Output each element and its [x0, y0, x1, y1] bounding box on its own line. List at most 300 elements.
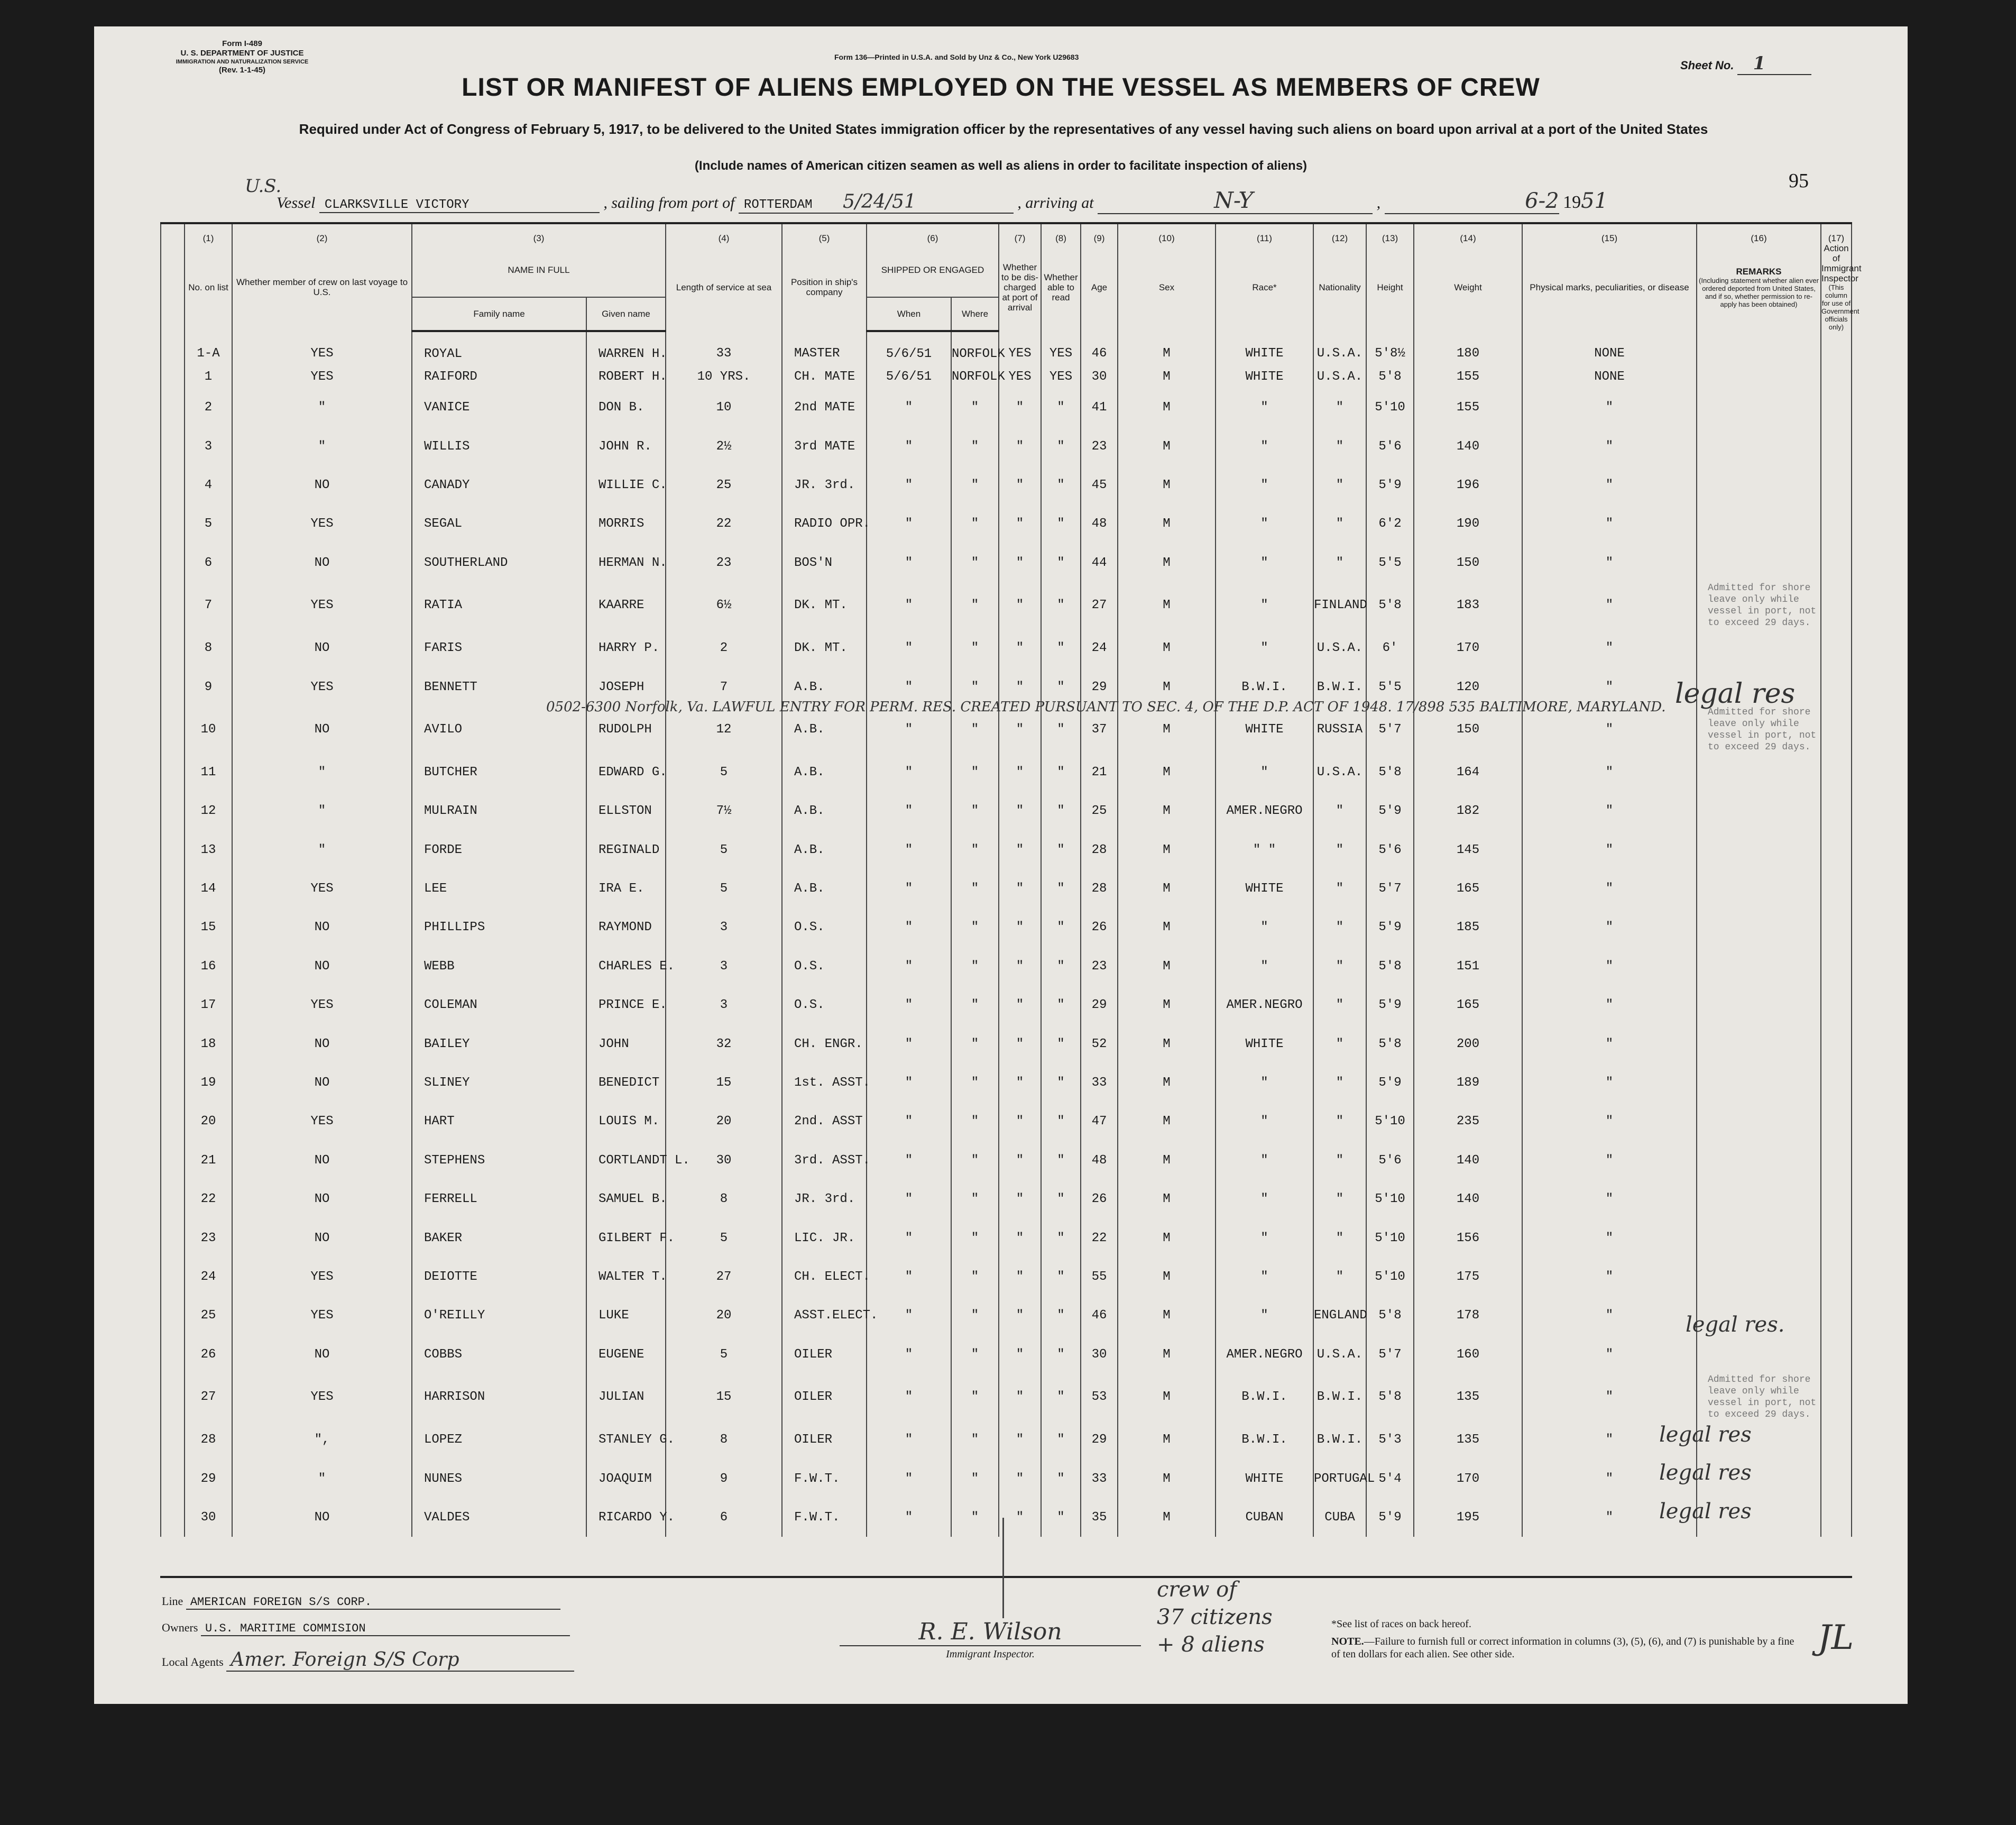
cell-service-length: 2 — [666, 629, 782, 667]
cell-row-number: 17 — [185, 986, 232, 1024]
cell-position: OILER — [782, 1374, 867, 1420]
cell-member-last-voyage: YES — [232, 667, 412, 706]
cell-age: 35 — [1081, 1498, 1118, 1537]
cell-shipped-where: " — [951, 707, 999, 753]
cell-height: 5'4 — [1366, 1459, 1414, 1498]
cell-shipped-when: " — [867, 388, 951, 427]
cell-member-last-voyage: NO — [232, 707, 412, 753]
crew-row — [161, 1258, 1852, 1296]
cell-able-to-read: " — [1041, 831, 1081, 869]
cell-given-name: RICARDO Y. — [586, 1498, 666, 1537]
cell-member-last-voyage: YES — [232, 365, 412, 388]
cell-shipped-when: " — [867, 707, 951, 753]
cell-sex: M — [1118, 1296, 1216, 1335]
cell-sex: M — [1118, 753, 1216, 792]
cell-physical-marks: " — [1522, 388, 1697, 427]
cell-remarks — [1697, 1141, 1821, 1180]
cell-race: " — [1216, 1180, 1313, 1218]
cell-row-number: 4 — [185, 466, 232, 505]
cell-race: " — [1216, 1296, 1313, 1335]
cell-race: " — [1216, 1218, 1313, 1257]
crew-row — [161, 869, 1852, 908]
cell-able-to-read: " — [1041, 1063, 1081, 1102]
cell-inspector-action — [1821, 1335, 1852, 1374]
cell-physical-marks: " — [1522, 792, 1697, 830]
cell-to-be-discharged: " — [999, 544, 1041, 582]
cell-remarks — [1697, 869, 1821, 908]
cell-height: 5'9 — [1366, 466, 1414, 505]
cell-remarks — [1697, 831, 1821, 869]
cell-family-name: SLINEY — [412, 1063, 586, 1102]
cell-position: ASST.ELECT. — [782, 1296, 867, 1335]
cell-height: 5'8 — [1366, 1374, 1414, 1420]
cell-inspector-action — [1821, 753, 1852, 792]
cell-physical-marks: " — [1522, 544, 1697, 582]
cell-shipped-when: " — [867, 1498, 951, 1537]
cell-shipped-where: NORFOLK — [951, 331, 999, 365]
cell-nationality: U.S.A. — [1313, 629, 1366, 667]
cell-shipped-when: " — [867, 831, 951, 869]
cell-member-last-voyage: NO — [232, 947, 412, 986]
cell-family-name: SEGAL — [412, 505, 586, 543]
crew-row — [161, 1141, 1852, 1180]
cell-member-last-voyage: NO — [232, 466, 412, 505]
header-shipped-engaged: SHIPPED OR ENGAGED — [867, 243, 999, 297]
cell-member-last-voyage: YES — [232, 869, 412, 908]
cell-weight: 170 — [1414, 629, 1522, 667]
cell-age: 22 — [1081, 1218, 1118, 1257]
cell-shipped-when: " — [867, 1218, 951, 1257]
cell-height: 5'5 — [1366, 544, 1414, 582]
cell-nationality: " — [1313, 427, 1366, 465]
cell-age: 26 — [1081, 1180, 1118, 1218]
cell-sex: M — [1118, 792, 1216, 830]
col-num: (8) — [1041, 223, 1081, 243]
cell-race: WHITE — [1216, 331, 1313, 365]
crew-row — [161, 1063, 1852, 1102]
vessel-label: Vessel — [277, 194, 316, 212]
cell-service-length: 32 — [666, 1024, 782, 1063]
cell-family-name: AVILO — [412, 707, 586, 753]
note-label: NOTE. — [1331, 1636, 1364, 1647]
cell-family-name: MULRAIN — [412, 792, 586, 830]
cell-height: 5'8½ — [1366, 331, 1414, 365]
cell-inspector-action — [1821, 792, 1852, 830]
cell-family-name: SOUTHERLAND — [412, 544, 586, 582]
cell-remarks — [1697, 629, 1821, 667]
cell-row-number: 22 — [185, 1180, 232, 1218]
cell-weight: 182 — [1414, 792, 1522, 830]
cell-family-name: BENNETT — [412, 667, 586, 706]
cell-given-name: LOUIS M. — [586, 1102, 666, 1141]
cell-shipped-when: " — [867, 1063, 951, 1102]
cell-given-name: BENEDICT — [586, 1063, 666, 1102]
cell-row-number: 29 — [185, 1459, 232, 1498]
cell-race: " — [1216, 1141, 1313, 1180]
port-field — [739, 191, 1014, 214]
inspector-signature-block — [840, 1618, 1141, 1661]
cell-row-number: 14 — [185, 869, 232, 908]
cell-weight: 178 — [1414, 1296, 1522, 1335]
cell-shipped-when: " — [867, 629, 951, 667]
cell-able-to-read: YES — [1041, 331, 1081, 365]
col-num: (9) — [1081, 223, 1118, 243]
cell-nationality: B.W.I. — [1313, 667, 1366, 706]
margin-cell — [161, 505, 185, 543]
cell-able-to-read: " — [1041, 707, 1081, 753]
margin-cell — [161, 427, 185, 465]
cell-age: 30 — [1081, 1335, 1118, 1374]
cell-service-length: 27 — [666, 1258, 782, 1296]
cell-family-name: FORDE — [412, 831, 586, 869]
cell-able-to-read: " — [1041, 667, 1081, 706]
cell-weight: 180 — [1414, 331, 1522, 365]
cell-race: " — [1216, 427, 1313, 465]
cell-height: 5'10 — [1366, 1218, 1414, 1257]
cell-shipped-when: " — [867, 582, 951, 629]
cell-nationality: U.S.A. — [1313, 365, 1366, 388]
cell-age: 55 — [1081, 1258, 1118, 1296]
cell-service-length: 3 — [666, 986, 782, 1024]
cell-able-to-read: " — [1041, 1218, 1081, 1257]
cell-weight: 155 — [1414, 388, 1522, 427]
cell-able-to-read: " — [1041, 629, 1081, 667]
margin-cell — [161, 1258, 185, 1296]
owners-value: U.S. MARITIME COMMISION — [201, 1622, 570, 1636]
cell-race: " — [1216, 1258, 1313, 1296]
crew-note-line: + 8 aliens — [1157, 1633, 1265, 1657]
crew-row — [161, 1024, 1852, 1063]
cell-age: 25 — [1081, 792, 1118, 830]
cell-given-name: RUDOLPH — [586, 707, 666, 753]
cell-able-to-read: " — [1041, 1024, 1081, 1063]
cell-position: OILER — [782, 1420, 867, 1459]
cell-position: A.B. — [782, 753, 867, 792]
handwritten-legal-res: legal res — [1659, 1423, 1752, 1447]
col-num: (15) — [1522, 223, 1697, 243]
cell-to-be-discharged: " — [999, 1063, 1041, 1102]
header-remarks — [1697, 243, 1821, 331]
cell-race: WHITE — [1216, 707, 1313, 753]
cell-sex: M — [1118, 869, 1216, 908]
cell-age: 41 — [1081, 388, 1118, 427]
page-number: 95 — [1789, 170, 1809, 192]
cell-inspector-action — [1821, 1102, 1852, 1141]
cell-weight: 135 — [1414, 1420, 1522, 1459]
cell-family-name: LOPEZ — [412, 1420, 586, 1459]
cell-given-name: WARREN H. — [586, 331, 666, 365]
line-label: Line — [162, 1594, 183, 1608]
margin-cell — [161, 331, 185, 365]
cell-physical-marks: " — [1522, 1063, 1697, 1102]
cell-height: 5'7 — [1366, 1335, 1414, 1374]
cell-age: 44 — [1081, 544, 1118, 582]
cell-inspector-action — [1821, 1024, 1852, 1063]
cell-shipped-when: " — [867, 1420, 951, 1459]
cell-to-be-discharged: " — [999, 427, 1041, 465]
cell-sex: M — [1118, 1459, 1216, 1498]
cell-member-last-voyage: YES — [232, 1296, 412, 1335]
col-num: (4) — [666, 223, 782, 243]
cell-to-be-discharged: " — [999, 388, 1041, 427]
cell-nationality: " — [1313, 1063, 1366, 1102]
cell-physical-marks: " — [1522, 427, 1697, 465]
cell-remarks — [1697, 1335, 1821, 1374]
cell-shipped-where: NORFOLK — [951, 365, 999, 388]
arrival-date: 6-2 — [1385, 189, 1559, 214]
crew-row — [161, 544, 1852, 582]
cell-height: 5'8 — [1366, 753, 1414, 792]
cell-physical-marks: " — [1522, 1141, 1697, 1180]
cell-remarks — [1697, 792, 1821, 830]
cell-shipped-when: " — [867, 753, 951, 792]
cell-shipped-where: " — [951, 986, 999, 1024]
cell-height: 5'9 — [1366, 908, 1414, 947]
cell-able-to-read: " — [1041, 1498, 1081, 1537]
cell-shipped-where: " — [951, 1498, 999, 1537]
cell-remarks: Admitted for shore leave only while vessel in port, not to exceed 29 days. — [1697, 707, 1821, 753]
note-text: —Failure to furnish full or correct information in columns (3), (5), (6), and (7) is punishable by a fine of ten dollars for each alien. See other side. — [1331, 1636, 1794, 1660]
cell-member-last-voyage: NO — [232, 908, 412, 947]
cell-inspector-action — [1821, 505, 1852, 543]
cell-able-to-read: " — [1041, 1258, 1081, 1296]
cell-shipped-where: " — [951, 1296, 999, 1335]
cell-nationality: CUBA — [1313, 1498, 1366, 1537]
margin-cell — [161, 1420, 185, 1459]
cell-row-number: 3 — [185, 427, 232, 465]
cell-nationality: PORTUGAL — [1313, 1459, 1366, 1498]
cell-row-number: 12 — [185, 792, 232, 830]
cell-height: 5'8 — [1366, 947, 1414, 986]
crew-note-line: crew of — [1157, 1578, 1237, 1602]
cell-service-length: 25 — [666, 466, 782, 505]
cell-to-be-discharged: " — [999, 986, 1041, 1024]
cell-remarks — [1697, 505, 1821, 543]
cell-position: 2nd. ASST — [782, 1102, 867, 1141]
cell-nationality: " — [1313, 505, 1366, 543]
cell-position: O.S. — [782, 947, 867, 986]
cell-row-number: 13 — [185, 831, 232, 869]
remarks-title: REMARKS — [1736, 266, 1782, 277]
form-subtitle: Required under Act of Congress of February 5, 1917, to be delivered to the United States immigration officer by the representatives of any vessel having such aliens on board upon arrival at a port of the United States — [299, 121, 1708, 137]
cell-race: CUBAN — [1216, 1498, 1313, 1537]
margin-cell — [161, 629, 185, 667]
cell-shipped-where: " — [951, 629, 999, 667]
cell-to-be-discharged: " — [999, 667, 1041, 706]
cell-member-last-voyage: NO — [232, 1180, 412, 1218]
cell-shipped-when: " — [867, 667, 951, 706]
cell-height: 5'10 — [1366, 388, 1414, 427]
cell-sex: M — [1118, 1374, 1216, 1420]
cell-race: " — [1216, 947, 1313, 986]
table-bottom-rule — [160, 1576, 1852, 1578]
cell-nationality: " — [1313, 908, 1366, 947]
cell-position: 1st. ASST. — [782, 1063, 867, 1102]
cell-service-length: 6 — [666, 1498, 782, 1537]
cell-to-be-discharged: " — [999, 1102, 1041, 1141]
cell-family-name: PHILLIPS — [412, 908, 586, 947]
cell-weight: 165 — [1414, 986, 1522, 1024]
cell-member-last-voyage: YES — [232, 582, 412, 629]
cell-row-number: 2 — [185, 388, 232, 427]
cell-race: AMER.NEGRO — [1216, 986, 1313, 1024]
cell-sex: M — [1118, 388, 1216, 427]
cell-shipped-where: " — [951, 667, 999, 706]
cell-height: 5'6 — [1366, 1141, 1414, 1180]
cell-to-be-discharged: " — [999, 1498, 1041, 1537]
cell-service-length: 5 — [666, 1335, 782, 1374]
cell-member-last-voyage: " — [232, 753, 412, 792]
cell-weight: 151 — [1414, 947, 1522, 986]
port-name: ROTTERDAM — [743, 198, 813, 212]
cell-row-number: 24 — [185, 1258, 232, 1296]
margin-cell — [161, 869, 185, 908]
cell-position: O.S. — [782, 986, 867, 1024]
cell-physical-marks: " — [1522, 831, 1697, 869]
cell-physical-marks: " — [1522, 629, 1697, 667]
cell-weight: 165 — [1414, 869, 1522, 908]
cell-shipped-where: " — [951, 582, 999, 629]
cell-weight: 155 — [1414, 365, 1522, 388]
cell-given-name: KAARRE — [586, 582, 666, 629]
cell-race: " — [1216, 1063, 1313, 1102]
cell-family-name: HART — [412, 1102, 586, 1141]
cell-age: 27 — [1081, 582, 1118, 629]
cell-nationality: B.W.I. — [1313, 1420, 1366, 1459]
cell-row-number: 21 — [185, 1141, 232, 1180]
cell-race: " — [1216, 505, 1313, 543]
cell-to-be-discharged: " — [999, 505, 1041, 543]
cell-able-to-read: " — [1041, 1102, 1081, 1141]
cell-to-be-discharged: " — [999, 1024, 1041, 1063]
cell-service-length: 8 — [666, 1420, 782, 1459]
cell-inspector-action — [1821, 1459, 1852, 1498]
handwritten-legal-res: legal res — [1675, 678, 1796, 710]
cell-given-name: ELLSTON — [586, 792, 666, 830]
cell-service-length: 5 — [666, 831, 782, 869]
cell-age: 33 — [1081, 1063, 1118, 1102]
cell-service-length: 3 — [666, 947, 782, 986]
form-number: Form I-489 — [222, 39, 262, 48]
margin-cell — [161, 1063, 185, 1102]
cell-physical-marks: " — [1522, 1420, 1697, 1459]
cell-weight: 195 — [1414, 1498, 1522, 1537]
cell-able-to-read: " — [1041, 908, 1081, 947]
cell-inspector-action — [1821, 1218, 1852, 1257]
cell-able-to-read: " — [1041, 544, 1081, 582]
cell-family-name: COBBS — [412, 1335, 586, 1374]
cell-nationality: " — [1313, 1024, 1366, 1063]
cell-shipped-where: " — [951, 1063, 999, 1102]
cell-physical-marks: " — [1522, 986, 1697, 1024]
cell-position: F.W.T. — [782, 1498, 867, 1537]
cell-shipped-when: " — [867, 947, 951, 986]
cell-sex: M — [1118, 466, 1216, 505]
cell-nationality: " — [1313, 831, 1366, 869]
cell-given-name: SAMUEL B. — [586, 1180, 666, 1218]
cell-inspector-action — [1821, 869, 1852, 908]
cell-service-length: 5 — [666, 869, 782, 908]
cell-height: 5'6 — [1366, 427, 1414, 465]
col-num: (2) — [232, 223, 412, 243]
cell-age: 37 — [1081, 707, 1118, 753]
cell-weight: 140 — [1414, 1141, 1522, 1180]
cell-race: " — [1216, 753, 1313, 792]
cell-row-number: 25 — [185, 1296, 232, 1335]
margin-cell — [161, 908, 185, 947]
cell-shipped-when: 5/6/51 — [867, 331, 951, 365]
cell-sex: M — [1118, 1063, 1216, 1102]
sheet-label: Sheet No. — [1680, 59, 1734, 72]
cell-height: 5'8 — [1366, 1024, 1414, 1063]
cell-remarks — [1697, 1258, 1821, 1296]
cell-member-last-voyage: " — [232, 831, 412, 869]
cell-remarks: Admitted for shore leave only while vessel in port, not to exceed 29 days. — [1697, 1374, 1821, 1420]
header-given-name: Given name — [586, 297, 666, 331]
cell-inspector-action — [1821, 544, 1852, 582]
crew-row — [161, 388, 1852, 427]
cell-shipped-when: " — [867, 1024, 951, 1063]
cell-height: 5'8 — [1366, 582, 1414, 629]
handwritten-legal-res: legal res. — [1686, 1313, 1785, 1337]
cell-given-name: WILLIE C. — [586, 466, 666, 505]
cell-row-number: 19 — [185, 1063, 232, 1102]
cell-shipped-when: " — [867, 1141, 951, 1180]
cell-service-length: 8 — [666, 1180, 782, 1218]
col-num: (12) — [1313, 223, 1366, 243]
cell-service-length: 5 — [666, 753, 782, 792]
cell-remarks — [1697, 544, 1821, 582]
line-company: AMERICAN FOREIGN S/S CORP. — [186, 1595, 560, 1610]
cell-physical-marks: " — [1522, 869, 1697, 908]
cell-inspector-action — [1821, 365, 1852, 388]
cell-height: 5'9 — [1366, 792, 1414, 830]
cell-able-to-read: " — [1041, 869, 1081, 908]
cell-family-name: BAILEY — [412, 1024, 586, 1063]
cell-service-length: 33 — [666, 331, 782, 365]
cell-nationality: " — [1313, 1258, 1366, 1296]
cell-given-name: JOAQUIM — [586, 1459, 666, 1498]
cell-age: 52 — [1081, 1024, 1118, 1063]
cell-weight: 145 — [1414, 831, 1522, 869]
cell-family-name: BAKER — [412, 1218, 586, 1257]
cell-age: 23 — [1081, 427, 1118, 465]
cell-row-number: 20 — [185, 1102, 232, 1141]
header-nationality: Nationality — [1313, 243, 1366, 331]
cell-age: 29 — [1081, 667, 1118, 706]
cell-family-name: RATIA — [412, 582, 586, 629]
cell-height: 5'6 — [1366, 831, 1414, 869]
cell-member-last-voyage: NO — [232, 1218, 412, 1257]
cell-service-length: 6½ — [666, 582, 782, 629]
agents-value: Amer. Foreign S/S Corp — [226, 1649, 574, 1672]
action-note: (This column for use of Government officials only) — [1821, 283, 1859, 331]
cell-height: 6' — [1366, 629, 1414, 667]
cell-physical-marks: " — [1522, 1218, 1697, 1257]
cell-shipped-where: " — [951, 792, 999, 830]
crew-row — [161, 831, 1852, 869]
cell-able-to-read: " — [1041, 1335, 1081, 1374]
printer-line: Form 136—Printed in U.S.A. and Sold by Unz & Co., New York U29683 — [834, 53, 1079, 61]
cell-able-to-read: " — [1041, 986, 1081, 1024]
cell-shipped-where: " — [951, 947, 999, 986]
cell-able-to-read: " — [1041, 466, 1081, 505]
cell-member-last-voyage: " — [232, 1459, 412, 1498]
cell-given-name: JOSEPH — [586, 667, 666, 706]
sailing-label: , sailing from port of — [603, 194, 735, 212]
cell-weight: 150 — [1414, 707, 1522, 753]
cell-position: LIC. JR. — [782, 1218, 867, 1257]
